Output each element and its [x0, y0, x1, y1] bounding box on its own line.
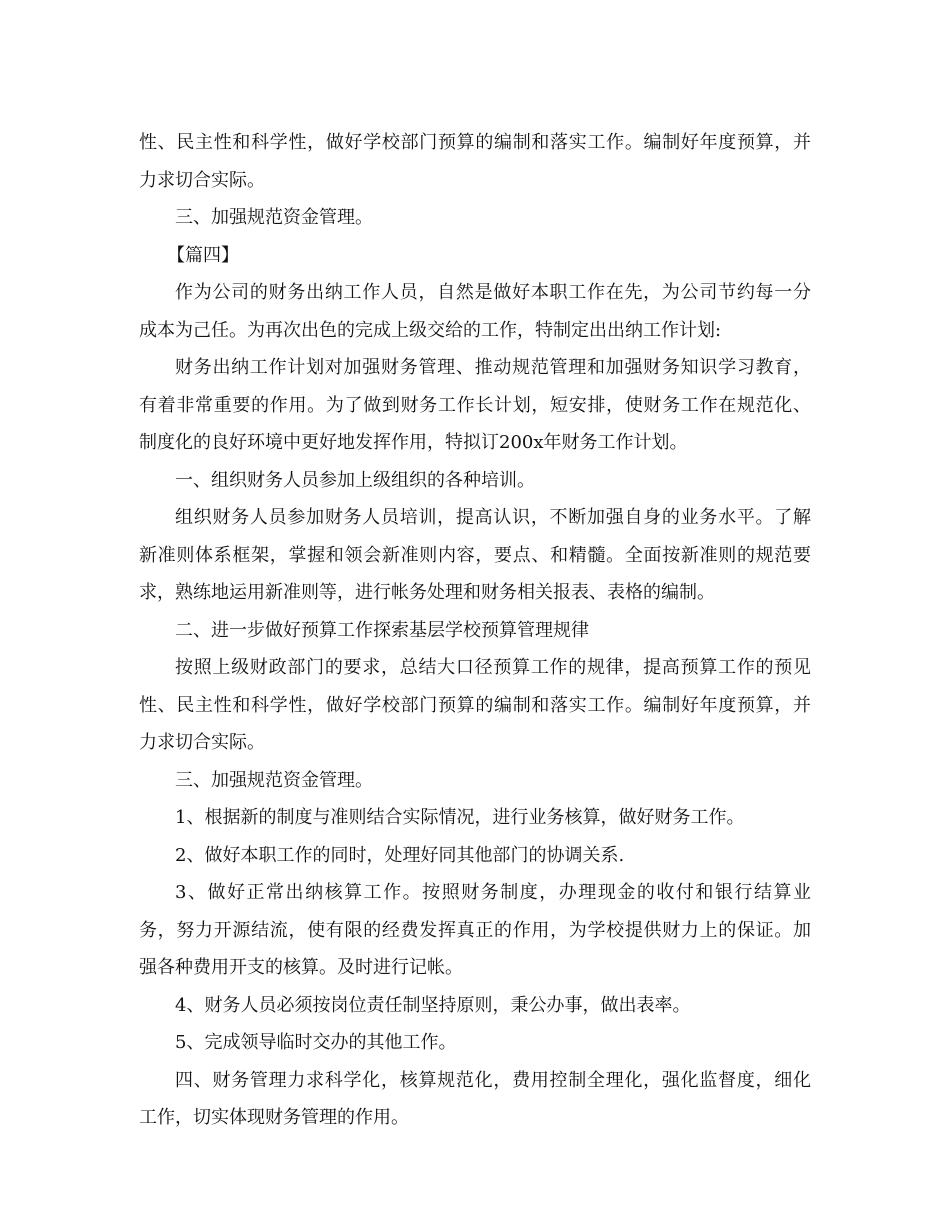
list-item: 1、根据新的制度与准则结合实际情况，进行业务核算，做好财务工作。 — [175, 807, 745, 828]
paragraph-line: 组织财务人员参加财务人员培训，提高认识，不断加强自身的业务水平。了解 — [175, 507, 811, 528]
paragraph-line: 求，熟练地运用新准则等，进行帐务处理和财务相关报表、表格的编制。 — [139, 582, 715, 603]
section-heading: 二、进一步做好预算工作探索基层学校预算管理规律 — [175, 619, 589, 641]
chapter-heading: 【篇四】 — [167, 244, 239, 266]
paragraph-line: 新准则体系框架，掌握和领会新准则内容，要点、和精髓。全面按新准则的规范要 — [139, 544, 811, 566]
section-heading: 一、组织财务人员参加上级组织的各种培训。 — [175, 469, 535, 491]
paragraph-line: 性、民主性和科学性，做好学校部门预算的编制和落实工作。编制好年度预算，并 — [139, 694, 811, 716]
paragraph-line: 力求切合实际。 — [139, 169, 265, 191]
section-heading: 三、加强规范资金管理。 — [175, 769, 373, 791]
list-item: 4、财务人员必须按岗位责任制坚持原则，秉公办事，做出表率。 — [175, 994, 691, 1016]
list-item: 2、做好本职工作的同时，处理好同其他部门的协调关系. — [175, 844, 625, 866]
document-body — [139, 124, 811, 1137]
paragraph-line: 力求切合实际。 — [139, 732, 265, 753]
list-item: 5、完成领导临时交办的其他工作。 — [175, 1032, 457, 1053]
paragraph-line: 制度化的良好环境中更好地发挥作用，特拟订200x年财务工作计划。 — [139, 432, 688, 453]
paragraph-line: 工作，切实体现财务管理的作用。 — [139, 1107, 409, 1128]
list-item: 3、做好正常出纳核算工作。按照财务制度，办理现金的收付和银行结算业 — [175, 882, 811, 903]
paragraph-line: 财务出纳工作计划对加强财务管理、推动规范管理和加强财务知识学习教育， — [175, 357, 811, 378]
paragraph-line: 务，努力开源结流，使有限的经费发挥真正的作用，为学校提供财力上的保证。加 — [139, 919, 811, 941]
paragraph-line: 按照上级财政部门的要求，总结大口径预算工作的规律，提高预算工作的预见 — [175, 657, 811, 678]
paragraph-line: 强各种费用开支的核算。及时进行记帐。 — [139, 957, 463, 978]
section-heading: 三、加强规范资金管理。 — [175, 207, 373, 228]
section-heading: 四、财务管理力求科学化，核算规范化，费用控制全理化，强化监督度，细化 — [175, 1069, 811, 1091]
paragraph-line: 作为公司的财务出纳工作人员，自然是做好本职工作在先，为公司节约每一分 — [175, 282, 811, 303]
paragraph-line: 有着非常重要的作用。为了做到财务工作长计划，短安排，使财务工作在规范化、 — [139, 394, 811, 416]
paragraph-line: 性、民主性和科学性，做好学校部门预算的编制和落实工作。编制好年度预算，并 — [139, 132, 811, 153]
paragraph-line: 成本为己任。为再次出色的完成上级交给的工作，特制定出出纳工作计划: — [139, 319, 722, 341]
